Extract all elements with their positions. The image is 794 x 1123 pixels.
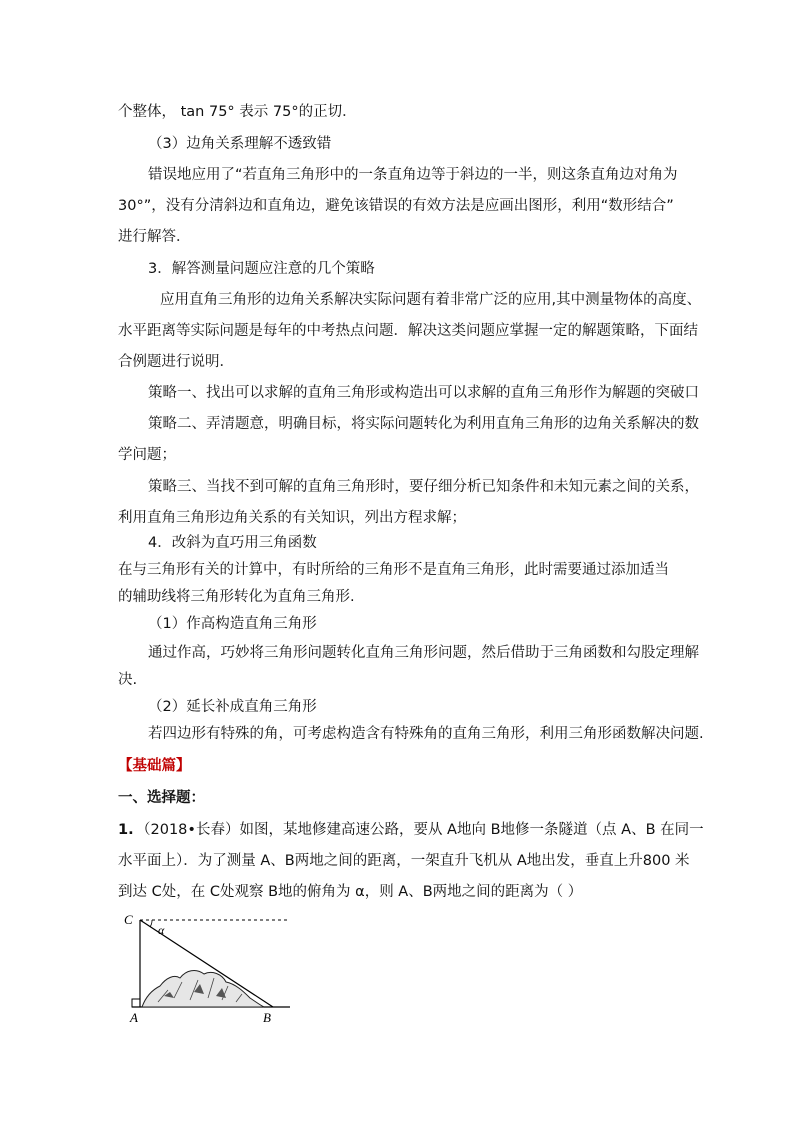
text-line: 若四边形有特殊的角，可考虑构造含有特殊角的直角三角形，利用三角形函数解决问题. <box>148 726 704 742</box>
question-text: 水平面上）．为了测量 A、B两地之间的距离，一架直升飞机从 A地出发，垂直上升800 米 <box>118 853 690 869</box>
geometry-figure <box>118 912 298 1027</box>
subheading: 4．改斜为直巧用三角函数 <box>148 535 317 551</box>
label-a: A <box>130 1010 138 1025</box>
text-line: 利用直角三角形边角关系的有关知识，列出方程求解； <box>118 510 466 526</box>
text-line: 水平距离等实际问题是每年的中考热点问题．解决这类问题应掌握一定的解题策略，下面结 <box>118 323 698 339</box>
question-number: 1. <box>118 822 134 838</box>
text-line: 个整体， tan 75° 表示 75°的正切． <box>118 104 357 120</box>
text-line: 在与三角形有关的计算中，有时所给的三角形不是直角三角形，此时需要通过添加适当 <box>118 562 669 578</box>
angle-arc <box>150 920 152 927</box>
text-line: 的辅助线将三角形转化为直角三角形. <box>118 589 355 605</box>
text-line: 30°”，没有分清斜边和直角边，避免该错误的有效方法是应画出图形，利用“数形结合” <box>118 198 674 214</box>
text-line: 策略三、当找不到可解的直角三角形时，要仔细分析已知条件和未知元素之间的关系， <box>148 479 699 495</box>
label-c: C <box>124 912 133 927</box>
subheading: 3．解答测量问题应注意的几个策略 <box>148 261 375 277</box>
text-line: 合例题进行说明． <box>118 354 234 370</box>
text-line: 错误地应用了“若直角三角形中的一条直角边等于斜边的一半，则这条直角边对角为 <box>148 167 678 183</box>
text-line: 进行解答． <box>118 229 191 245</box>
question-text: （2018•长春）如图，某地修建高速公路，要从 A地向 B地修一条隧道（点 A、B 在同一 <box>136 822 704 838</box>
subheading: （1）作高构造直角三角形 <box>148 616 317 632</box>
text-line: 决. <box>118 672 138 688</box>
subheading: （3）边角关系理解不透致错 <box>148 136 332 152</box>
text-line: 通过作高，巧妙将三角形问题转化直角三角形问题，然后借助于三角函数和勾股定理解 <box>148 645 699 661</box>
question-type-heading: 一、选择题： <box>118 790 205 806</box>
text-line: 策略二、弄清题意，明确目标，将实际问题转化为利用直角三角形的边角关系解决的数 <box>148 416 699 432</box>
right-angle-mark <box>132 999 140 1007</box>
text-line: 应用直角三角形的边角关系解决实际问题有着非常广泛的应用,其中测量物体的高度、 <box>160 292 702 308</box>
label-b: B <box>263 1010 271 1025</box>
text-line: 策略一、找出可以求解的直角三角形或构造出可以求解的直角三角形作为解题的突破口 <box>148 385 699 401</box>
text-line: 学问题； <box>118 447 176 463</box>
section-heading: 【基础篇】 <box>118 758 191 774</box>
question-text: 到达 C处，在 C处观察 B地的俯角为 α，则 A、B两地之间的距离为（ ） <box>118 884 583 900</box>
label-alpha: α <box>158 923 165 937</box>
subheading: （2）延长补成直角三角形 <box>148 699 317 715</box>
